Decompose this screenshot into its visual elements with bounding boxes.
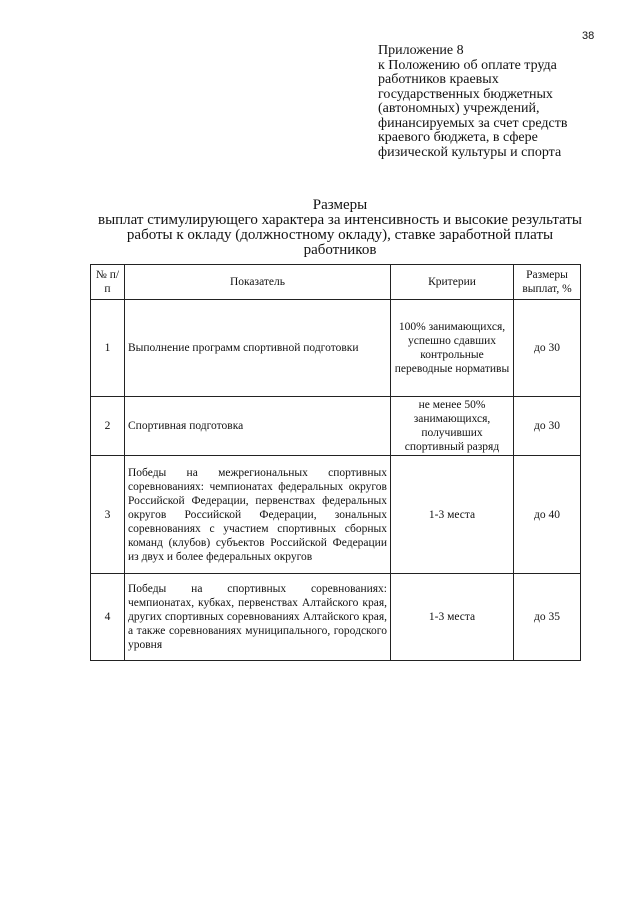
cell-criteria: 1-3 места xyxy=(391,574,514,661)
cell-payment: до 30 xyxy=(514,397,581,456)
cell-indicator: Победы на межрегиональных спортивных соревнованиях: чемпионатах федеральных округов Российской Федерации, первенствах федеральных округов Российской Федерации, зональных соревнованиях с участием спортивных сборных команд (клубов) субъектов Российской Федерации из двух и более федеральных округов xyxy=(125,456,391,574)
header-criteria: Критерии xyxy=(391,265,514,300)
cell-criteria: не менее 50% занимающихся, получивших спортивный разряд xyxy=(391,397,514,456)
appendix-line: Приложение 8 xyxy=(378,43,464,58)
header-indicator: Показатель xyxy=(125,265,391,300)
cell-payment: до 30 xyxy=(514,300,581,397)
cell-payment: до 35 xyxy=(514,574,581,661)
appendix-line: государственных бюджетных xyxy=(378,86,553,102)
page-number: 38 xyxy=(582,30,595,42)
table-row xyxy=(91,574,581,661)
appendix-line: физической культуры и спорта xyxy=(378,144,562,160)
title-line: работников xyxy=(303,242,377,258)
table-row xyxy=(91,456,581,574)
appendix-note xyxy=(378,44,618,160)
cell-criteria: 1-3 места xyxy=(391,456,514,574)
cell-indicator: Победы на спортивных соревнованиях: чемпионатах, кубках, первенствах Алтайского края, других спортивных соревнованиях Алтайского края, а также соревнованиях муниципального, городского уровня xyxy=(125,574,391,661)
appendix-line: (автономных) учреждений, xyxy=(378,101,540,116)
header-payment: Размеры выплат, % xyxy=(514,265,581,300)
payments-table xyxy=(90,264,581,661)
appendix-line: работников краевых xyxy=(378,72,499,87)
title-line: Размеры xyxy=(312,197,368,213)
title-line: работы к окладу (должностному окладу), ставке заработной платы xyxy=(126,227,554,243)
appendix-line: к Положению об оплате труда xyxy=(378,57,557,73)
cell-indicator: Выполнение программ спортивной подготовки xyxy=(125,300,391,397)
cell-indicator: Спортивная подготовка xyxy=(125,397,391,456)
cell-num: 3 xyxy=(91,456,125,574)
appendix-line: финансируемых за счет средств xyxy=(378,115,568,131)
cell-criteria: 100% занимающихся, успешно сдавших контрольные переводные нормативы xyxy=(391,300,514,397)
cell-payment: до 40 xyxy=(514,456,581,574)
table-row xyxy=(91,300,581,397)
document-title xyxy=(60,198,620,258)
cell-num: 4 xyxy=(91,574,125,661)
title-line: выплат стимулирующего характера за интенсивность и высокие результаты xyxy=(97,212,582,228)
header-num: № п/п xyxy=(91,265,125,300)
cell-num: 2 xyxy=(91,397,125,456)
table-header-row xyxy=(91,265,581,300)
cell-num: 1 xyxy=(91,300,125,397)
appendix-line: краевого бюджета, в сфере xyxy=(378,130,538,145)
table-row xyxy=(91,397,581,456)
